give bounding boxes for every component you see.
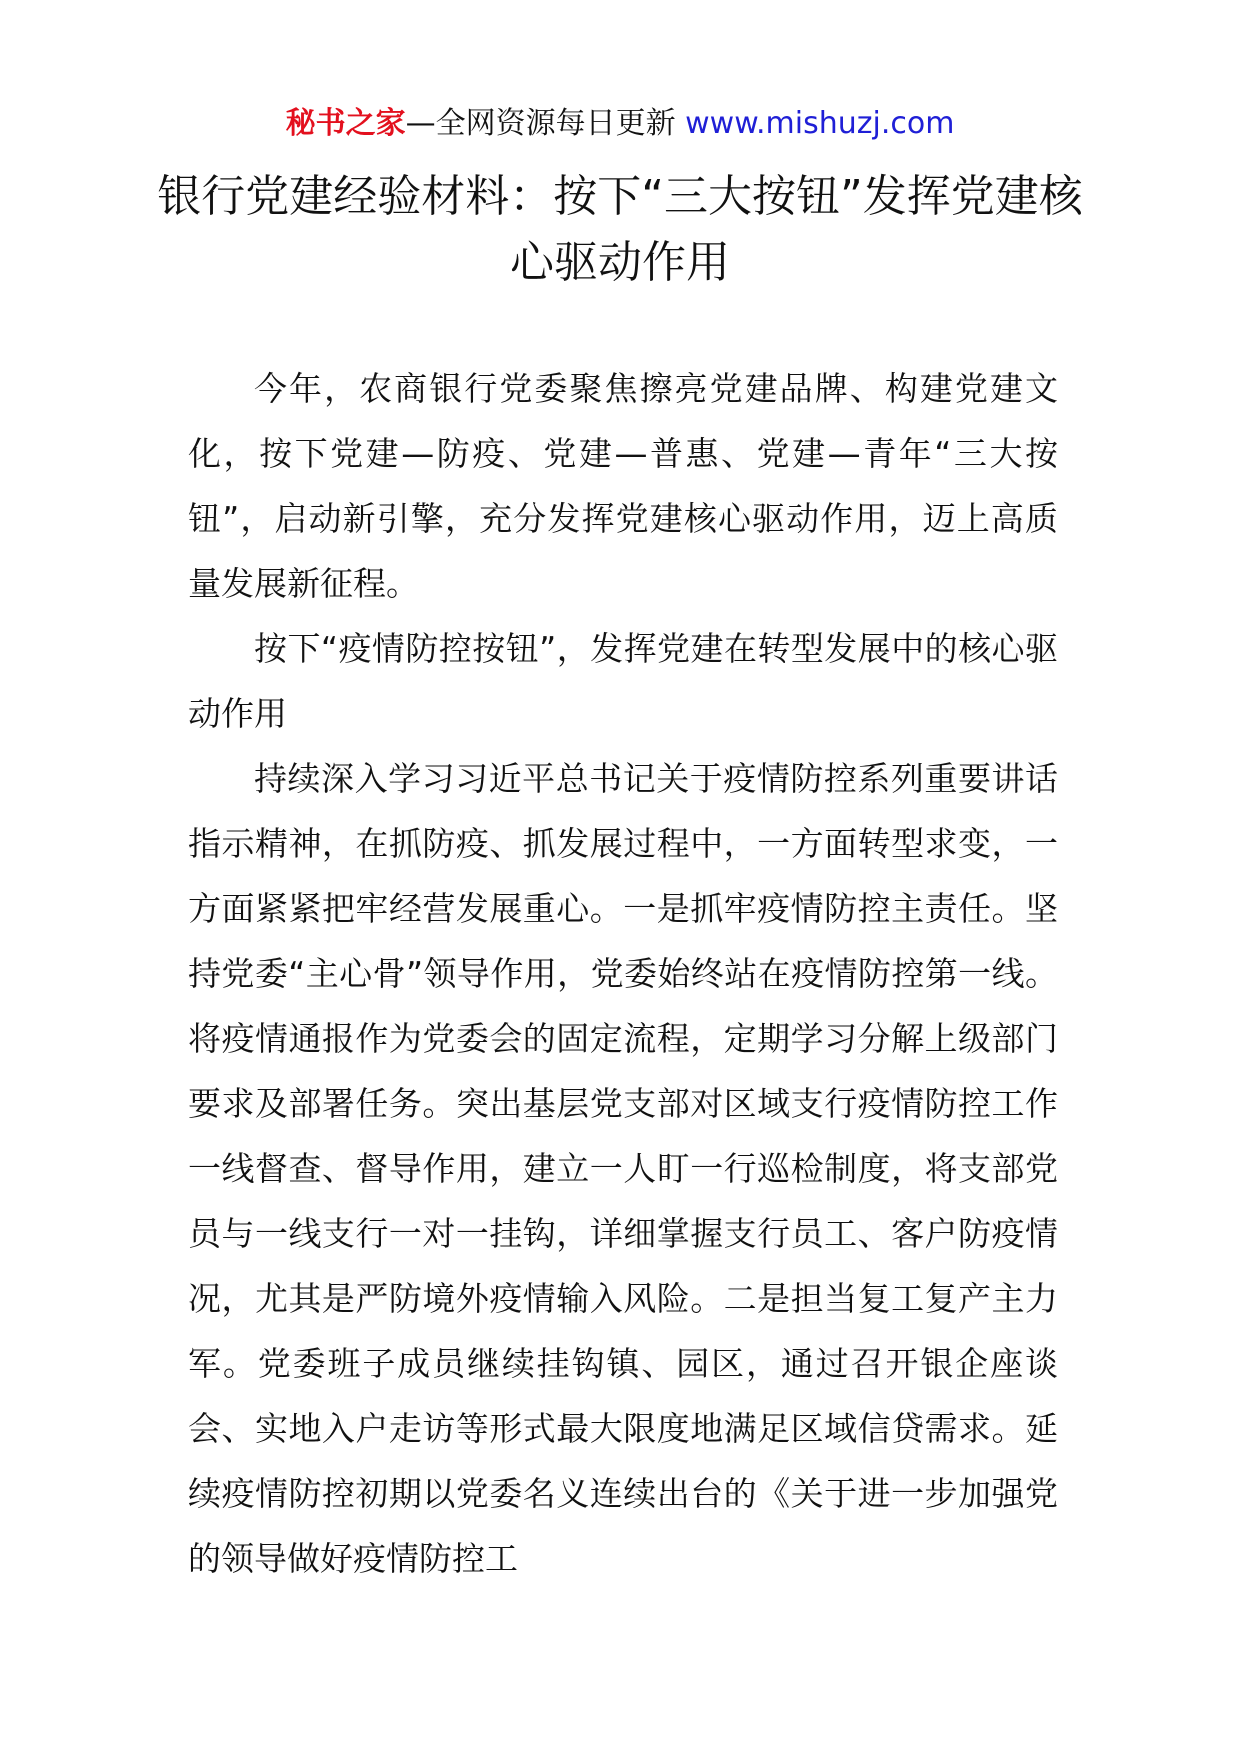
document-title: 银行党建经验材料：按下“三大按钮”发挥党建核心驱动作用 [157,171,1083,288]
body-paragraph: 持续深入学习习近平总书记关于疫情防控系列重要讲话指示精神，在抓防疫、抓发展过程中，一方面转型求变，一方面紧紧把牢经营发展重心。一是抓牢疫情防控主责任。坚持党委“主心骨”领导作用，党委始终站在疫情防控第一线。将疫情通报作为党委会的固定流程，定期学习分解上级部门要求及部署任务。突出基层党支部对区域支行疫情防控工作一线督查、督导作用，建立一人盯一行巡检制度，将支部党员与一线支行一对一挂钩，详细掌握支行员工、客户防疫情况，尤其是严防境外疫情输入风险。二是担当复工复产主力军。党委班子成员继续挂钩镇、园区，通过召开银企座谈会、实地入户走访等形式最大限度地满足区域信贷需求。延续疫情防控初期以党委名义连续出台的《关于进一步加强党的领导做好疫情防控工 [188,759,1058,1578]
brand-name: 秘书之家 [285,106,406,141]
section-heading: 按下“疫情防控按钮”，发挥党建在转型发展中的核心驱动作用 [188,629,1058,733]
site-url-link[interactable]: www.mishuzj.com [685,106,955,141]
document-body [188,356,1058,1591]
intro-paragraph: 今年，农商银行党委聚焦擦亮党建品牌、构建党建文化，按下党建—防疫、党建—普惠、党建—青年“三大按钮”，启动新引擎，充分发挥党建核心驱动作用，迈上高质量发展新征程。 [188,369,1058,603]
site-header [0,102,1240,146]
header-tagline: —全网资源每日更新 [405,106,676,141]
